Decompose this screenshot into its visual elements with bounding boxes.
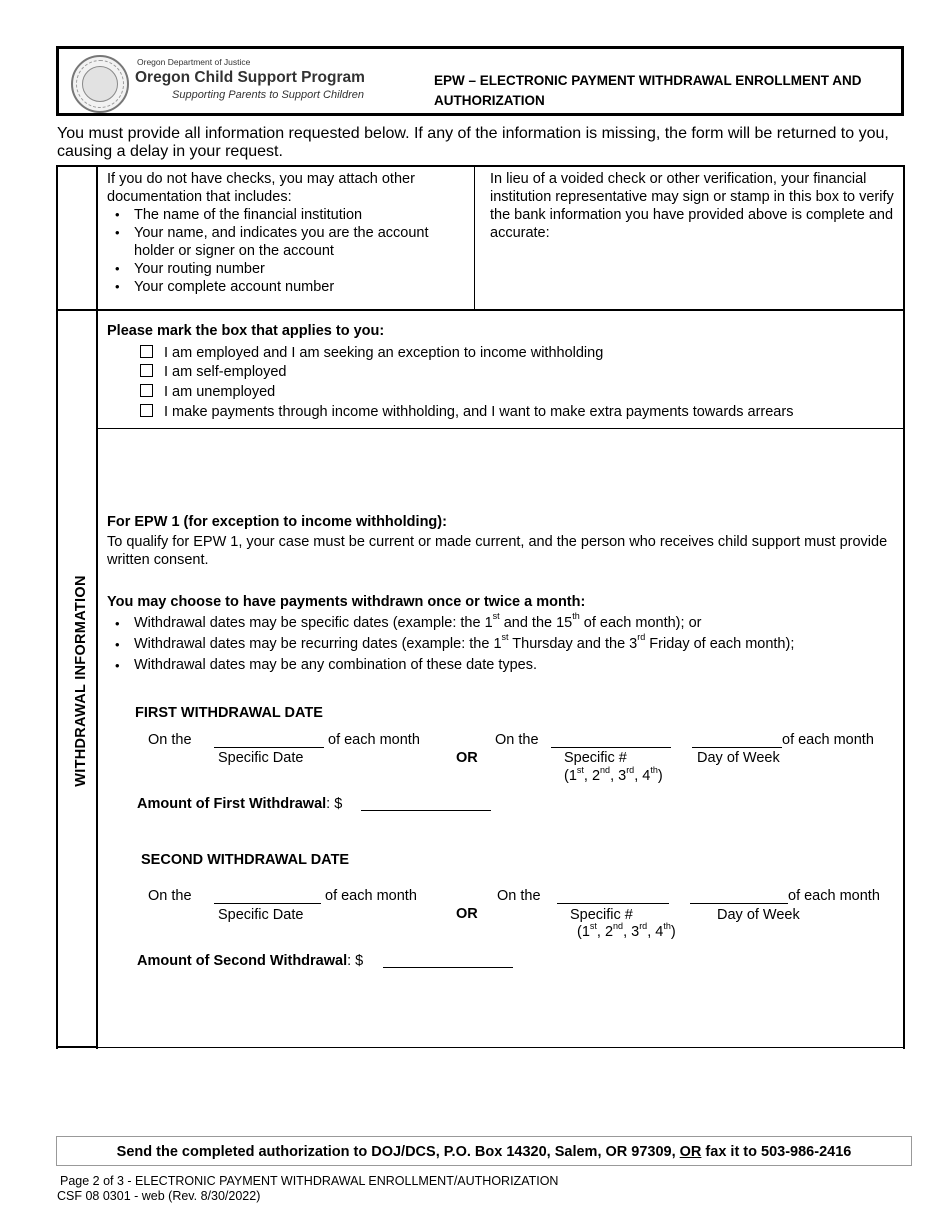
choose-bullet-recurring: • Withdrawal dates may be recurring dates (example: the 1st Thursday and the 3rd Friday of each month); — [107, 634, 897, 655]
second-day-of-week-field[interactable] — [690, 903, 788, 904]
epw1-text: To qualify for EPW 1, your case must be current or made current, and the person who receives child support must provide written consent. — [107, 534, 888, 568]
checkbox[interactable] — [140, 404, 153, 417]
bank-verification-box[interactable] — [490, 170, 900, 242]
second-or-label: OR — [456, 906, 478, 922]
bank-verification-text: In lieu of a voided check or other verification, your financial institution representative may sign or stamp in this box to verify the bank information you have provided above is complete and accurate: — [490, 171, 894, 241]
mailing-instructions: Send the completed authorization to DOJ/DCS, P.O. Box 14320, Salem, OR 97309, OR fax it to 503-986-2416 — [116, 1144, 852, 1160]
mailing-instructions-box — [56, 1136, 912, 1166]
docs-divider — [474, 165, 475, 310]
first-specific-date-field[interactable] — [214, 747, 324, 748]
label-column-bottom — [56, 1046, 98, 1048]
intro-text: You must provide all information requested below. If any of the information is missing, the form will be returned to you, causing a delay in your request. — [57, 125, 889, 160]
first-amount-label: Amount of First Withdrawal: $ — [137, 796, 343, 812]
first-on-the-label: On the — [148, 732, 192, 748]
first-specific-number-caption: Specific # — [564, 750, 627, 766]
first-of-each-month-label: of each month — [328, 732, 420, 748]
table-left-border — [56, 165, 58, 1049]
option-employed[interactable] — [140, 344, 603, 362]
section-label-text: WITHDRAWAL INFORMATION — [73, 575, 89, 787]
docs-intro: If you do not have checks, you may attach other documentation that includes: — [107, 171, 415, 205]
form-title: EPW – ELECTRONIC PAYMENT WITHDRAWAL ENROLLMENT AND AUTHORIZATION — [434, 73, 862, 108]
choose-heading: You may choose to have payments withdrawn once or twice a month: — [107, 594, 586, 610]
choose-bullet-combination: • Withdrawal dates may be any combination of these date types. — [107, 655, 897, 676]
first-on-the-label-2: On the — [495, 732, 539, 748]
program-name: Oregon Child Support Program — [135, 69, 365, 86]
option-label: I make payments through income withholding, and I want to make extra payments towards arrears — [164, 404, 794, 420]
second-amount-field[interactable] — [383, 967, 513, 968]
option-label: I am unemployed — [164, 384, 276, 400]
mark-bottom-border — [97, 428, 904, 429]
first-ordinal-caption: (1st, 2nd, 3rd, 4th) — [564, 765, 663, 784]
second-ordinal-caption: (1st, 2nd, 3rd, 4th) — [577, 921, 676, 940]
second-of-each-month-label-2: of each month — [788, 888, 880, 904]
section-label — [72, 570, 90, 792]
second-withdrawal-heading: SECOND WITHDRAWAL DATE — [141, 852, 350, 868]
docs-item: • The name of the financial institution — [107, 206, 467, 224]
docs-bottom-border — [56, 309, 905, 311]
second-specific-number-field[interactable] — [557, 903, 669, 904]
choose-bullet-specific: • Withdrawal dates may be specific dates (example: the 1st and the 15th of each month); or — [107, 613, 897, 634]
docs-left-cell — [107, 170, 467, 296]
checkbox[interactable] — [140, 384, 153, 397]
program-tagline: Supporting Parents to Support Children — [172, 89, 365, 101]
first-amount-field[interactable] — [361, 810, 491, 811]
option-unemployed[interactable] — [140, 383, 275, 401]
first-withdrawal-heading: FIRST WITHDRAWAL DATE — [135, 705, 323, 721]
docs-item: • Your complete account number — [107, 278, 467, 296]
second-of-each-month-label: of each month — [325, 888, 417, 904]
form-id: CSF 08 0301 - web (Rev. 8/30/2022) — [57, 1189, 261, 1203]
second-specific-date-caption: Specific Date — [218, 907, 304, 923]
first-or-label: OR — [456, 750, 478, 766]
table-right-border — [903, 165, 905, 1049]
table-bottom-border — [96, 1047, 905, 1048]
docs-item: • Your routing number — [107, 260, 467, 278]
option-label: I am employed and I am seeking an exception to income withholding — [164, 345, 604, 361]
second-day-of-week-caption: Day of Week — [717, 907, 800, 923]
first-day-of-week-caption: Day of Week — [697, 750, 780, 766]
oregon-seal-logo — [71, 55, 129, 113]
mark-heading: Please mark the box that applies to you: — [107, 323, 385, 339]
choose-list — [107, 613, 897, 676]
epw1-heading: For EPW 1 (for exception to income withholding): — [107, 514, 447, 530]
option-self-employed[interactable] — [140, 363, 287, 381]
second-amount-label: Amount of Second Withdrawal: $ — [137, 953, 364, 969]
first-day-of-week-field[interactable] — [692, 747, 782, 748]
second-on-the-label-2: On the — [497, 888, 541, 904]
first-of-each-month-label-2: of each month — [782, 732, 874, 748]
second-specific-date-field[interactable] — [214, 903, 321, 904]
first-specific-number-field[interactable] — [551, 747, 671, 748]
docs-item: • Your name, and indicates you are the account holder or signer on the account — [107, 224, 467, 260]
checkbox[interactable] — [140, 345, 153, 358]
page-number: Page 2 of 3 - ELECTRONIC PAYMENT WITHDRAWAL ENROLLMENT/AUTHORIZATION — [60, 1174, 559, 1188]
form-header — [56, 46, 904, 116]
department-name: Oregon Department of Justice — [137, 57, 251, 67]
second-specific-number-caption: Specific # — [570, 907, 633, 923]
option-extra-payments[interactable] — [140, 403, 793, 421]
checkbox[interactable] — [140, 364, 153, 377]
label-column-border — [96, 165, 98, 1049]
table-top-border — [56, 165, 905, 167]
second-on-the-label: On the — [148, 888, 192, 904]
first-specific-date-caption: Specific Date — [218, 750, 304, 766]
option-label: I am self-employed — [164, 364, 287, 380]
